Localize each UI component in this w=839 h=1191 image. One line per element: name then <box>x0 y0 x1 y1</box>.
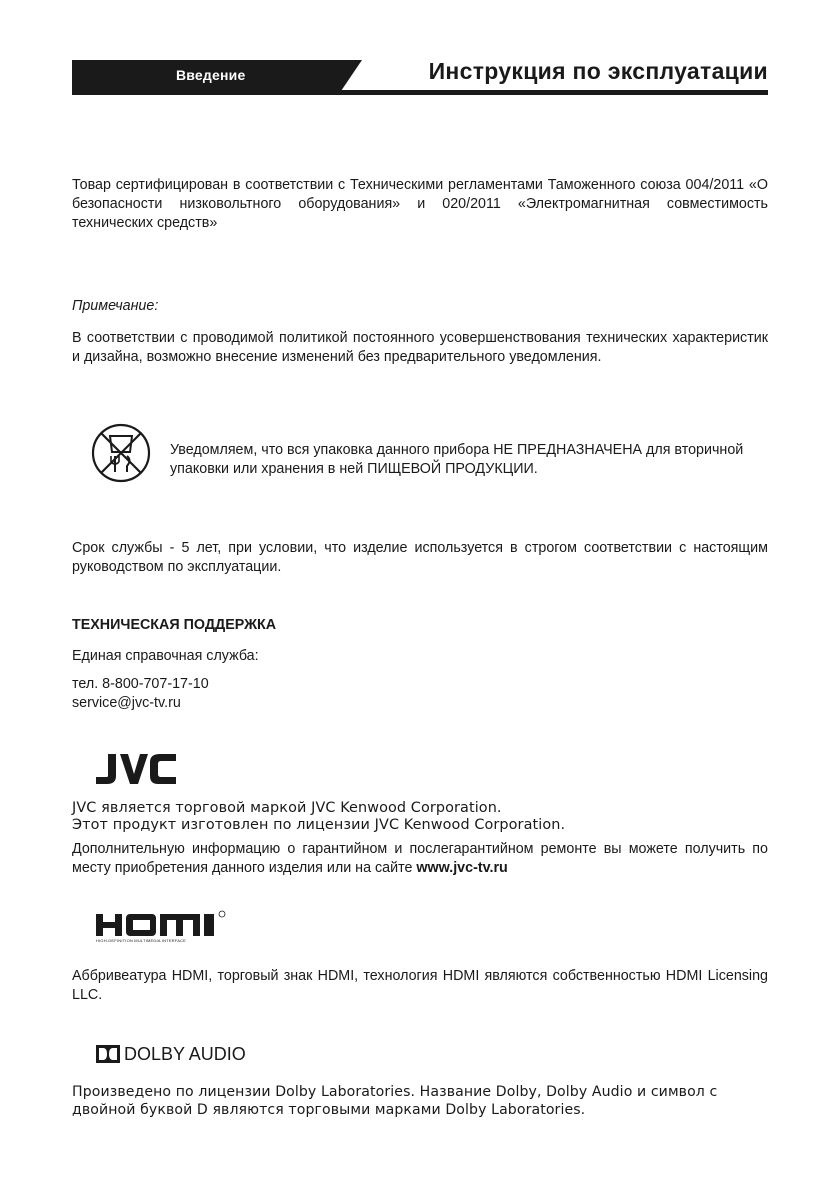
support-email: service@jvc-tv.ru <box>72 695 181 711</box>
warranty-paragraph <box>72 840 768 878</box>
jvc-trademark-line2: Этот продукт изготовлен по лицензии JVC Kenwood Corporation. <box>72 817 566 833</box>
jvc-trademark <box>72 800 768 834</box>
note-label: Примечание: <box>72 298 159 314</box>
dolby-logo <box>96 1044 286 1066</box>
page-header <box>72 60 768 96</box>
header-section-label: Введение <box>176 67 246 83</box>
packaging-notice: Уведомляем, что вся упаковка данного прибора НЕ ПРЕДНАЗНАЧЕНА для вторичной упаковки или хранения в ней ПИЩЕВОЙ ПРОДУКЦИИ. <box>170 442 744 477</box>
certification-paragraph: Товар сертифицирован в соответствии с Техническими регламентами Таможенного союза 004/2011 «О безопасности низковольтного оборудования» и 020/2011 «Электромагнитная совместимость технических средств» <box>72 177 768 231</box>
support-phone: тел. 8-800-707-17-10 <box>72 676 209 692</box>
jvc-logo <box>94 752 178 786</box>
header-divider <box>72 90 768 95</box>
website-link[interactable]: www.jvc-tv.ru <box>416 860 508 876</box>
jvc-trademark-line1: JVC является торговой маркой JVC Kenwood Corporation. <box>72 800 502 816</box>
dolby-logo-text: DOLBY AUDIO <box>124 1044 246 1064</box>
dolby-paragraph: Произведено по лицензии Dolby Laboratories. Название Dolby, Dolby Audio и символ с двойной буквой D являются торговыми марками Dolby Laboratories. <box>72 1084 718 1118</box>
hdmi-logo <box>96 908 236 946</box>
service-life-paragraph: Срок службы - 5 лет, при условии, что изделие используется в строгом соответствии с настоящим руководством по эксплуатации. <box>72 540 768 575</box>
page-title: Инструкция по эксплуатации <box>428 58 768 84</box>
support-service-label: Единая справочная служба: <box>72 648 259 664</box>
note-paragraph: В соответствии с проводимой политикой постоянного усовершенствования технических характеристик и дизайна, возможно внесение изменений без предварительного уведомления. <box>72 330 768 365</box>
warranty-text: Дополнительную информацию о гарантийном и послегарантийном ремонте вы можете получить по месту приобретения данного изделия или на сайте <box>72 841 768 876</box>
hdmi-paragraph: Аббривеатура HDMI, торговый знак HDMI, технология HDMI являются собственностью HDMI Licensing LLC. <box>72 968 768 1003</box>
support-heading: ТЕХНИЧЕСКАЯ ПОДДЕРЖКА <box>72 617 277 633</box>
no-food-packaging-icon <box>90 422 152 484</box>
hdmi-logo-subtitle: HIGH-DEFINITION MULTIMEDIA INTERFACE <box>96 938 187 943</box>
